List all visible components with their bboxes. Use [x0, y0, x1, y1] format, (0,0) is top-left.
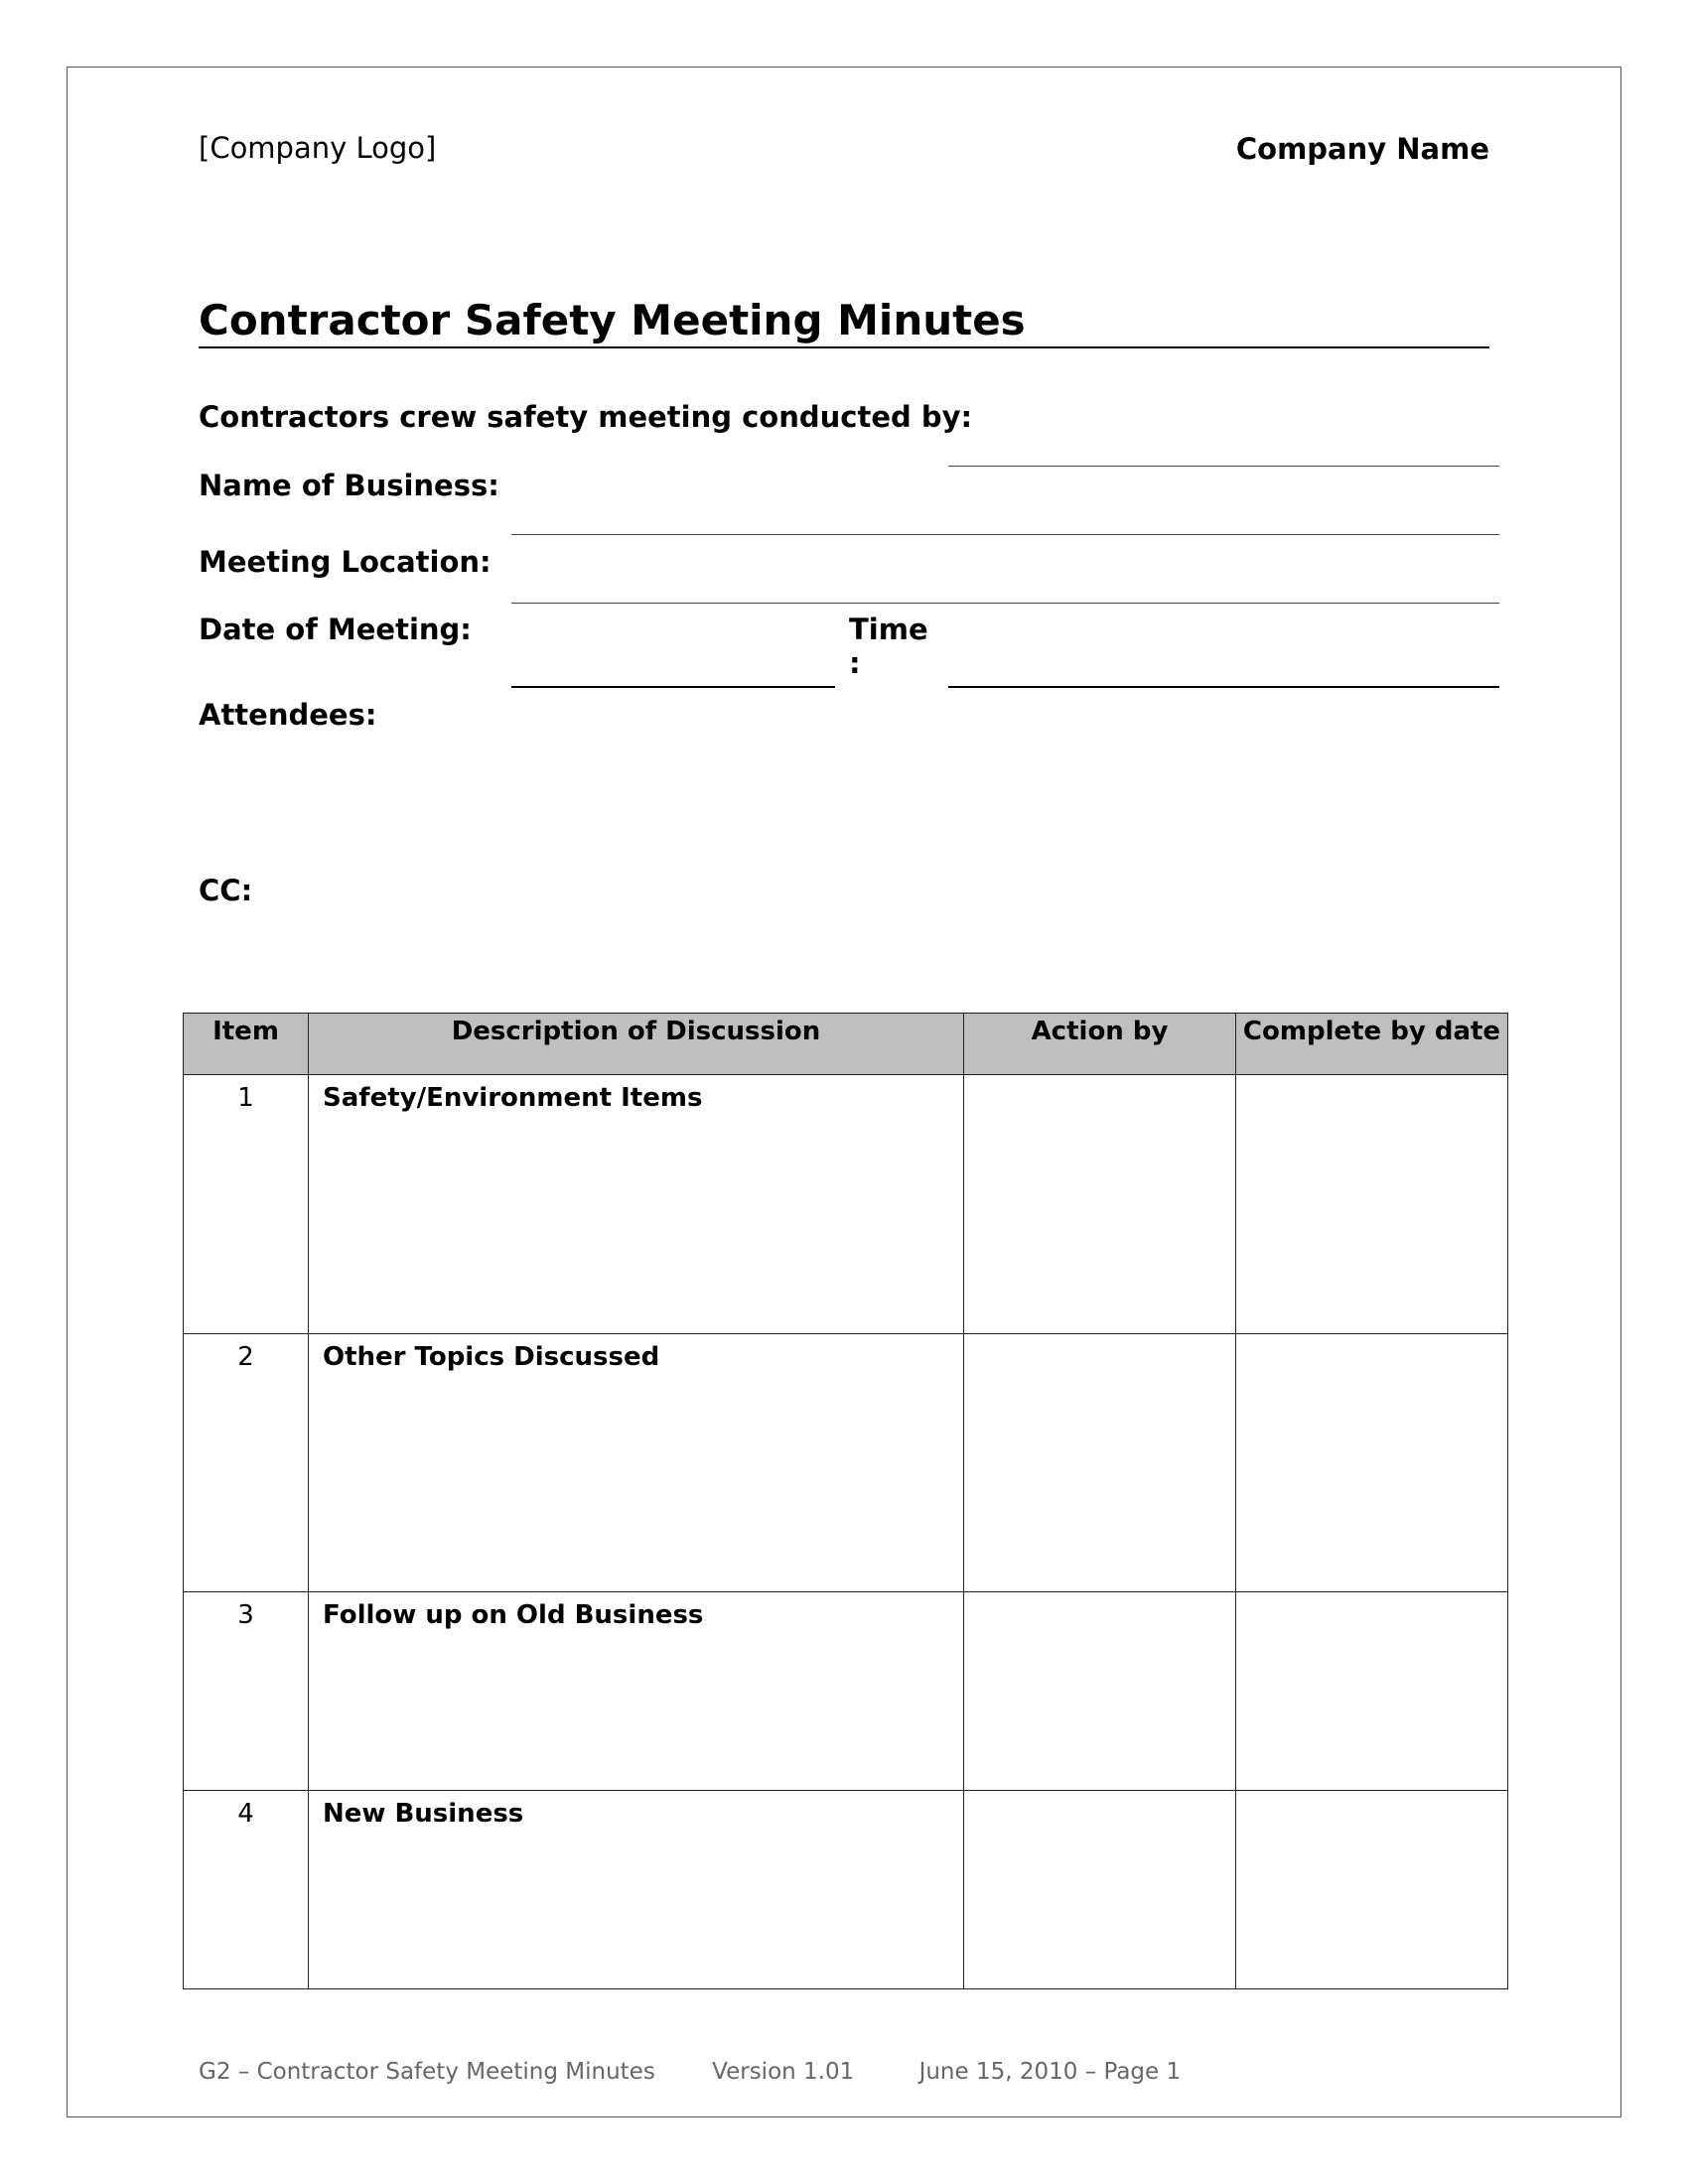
- meeting-date-label: Date of Meeting:: [199, 613, 472, 646]
- footer-date-page: June 15, 2010 – Page 1: [918, 2059, 1182, 2085]
- cc-label: CC:: [199, 874, 253, 907]
- title-underline: [199, 346, 1489, 348]
- action-by-cell[interactable]: [964, 1592, 1236, 1791]
- company-logo-placeholder: [Company Logo]: [199, 131, 437, 165]
- complete-by-cell[interactable]: [1236, 1334, 1508, 1592]
- item-number: 2: [184, 1334, 309, 1592]
- footer-doc-title: G2 – Contractor Safety Meeting Minutes: [199, 2059, 655, 2085]
- page-title: Contractor Safety Meeting Minutes: [199, 296, 1026, 344]
- meeting-time-field[interactable]: [948, 686, 1499, 688]
- item-number: 4: [184, 1791, 309, 1989]
- attendees-label: Attendees:: [199, 698, 377, 732]
- action-by-cell[interactable]: [964, 1334, 1236, 1592]
- table-row: [184, 1791, 1508, 1989]
- header-item: Item: [184, 1014, 309, 1075]
- header-action-by: Action by: [964, 1014, 1236, 1075]
- table-row: [184, 1334, 1508, 1592]
- item-description[interactable]: New Business: [309, 1791, 964, 1989]
- item-description[interactable]: Other Topics Discussed: [309, 1334, 964, 1592]
- table-row: [184, 1075, 1508, 1334]
- conducted-by-label: Contractors crew safety meeting conducted by:: [199, 400, 973, 434]
- meeting-location-field[interactable]: [511, 603, 1499, 604]
- meeting-time-label: [849, 613, 928, 680]
- conducted-by-field[interactable]: [948, 466, 1499, 467]
- footer-version: Version 1.01: [712, 2059, 855, 2085]
- minutes-table: [183, 1013, 1508, 1989]
- header-complete-by: Complete by date: [1236, 1014, 1508, 1075]
- action-by-cell[interactable]: [964, 1075, 1236, 1334]
- business-name-field[interactable]: [511, 534, 1499, 535]
- complete-by-cell[interactable]: [1236, 1592, 1508, 1791]
- table-header-row: [184, 1014, 1508, 1075]
- item-description[interactable]: Follow up on Old Business: [309, 1592, 964, 1791]
- meeting-location-label: Meeting Location:: [199, 545, 492, 579]
- business-name-label: Name of Business:: [199, 469, 499, 502]
- table-row: [184, 1592, 1508, 1791]
- complete-by-cell[interactable]: [1236, 1075, 1508, 1334]
- time-label-colon: :: [849, 646, 861, 680]
- item-number: 3: [184, 1592, 309, 1791]
- item-description[interactable]: Safety/Environment Items: [309, 1075, 964, 1334]
- item-number: 1: [184, 1075, 309, 1334]
- action-by-cell[interactable]: [964, 1791, 1236, 1989]
- complete-by-cell[interactable]: [1236, 1791, 1508, 1989]
- page-footer: [199, 2059, 1181, 2085]
- header-description: Description of Discussion: [309, 1014, 964, 1075]
- time-label-text: Time: [849, 613, 928, 646]
- meeting-date-field[interactable]: [511, 686, 835, 688]
- company-name: Company Name: [1235, 132, 1489, 166]
